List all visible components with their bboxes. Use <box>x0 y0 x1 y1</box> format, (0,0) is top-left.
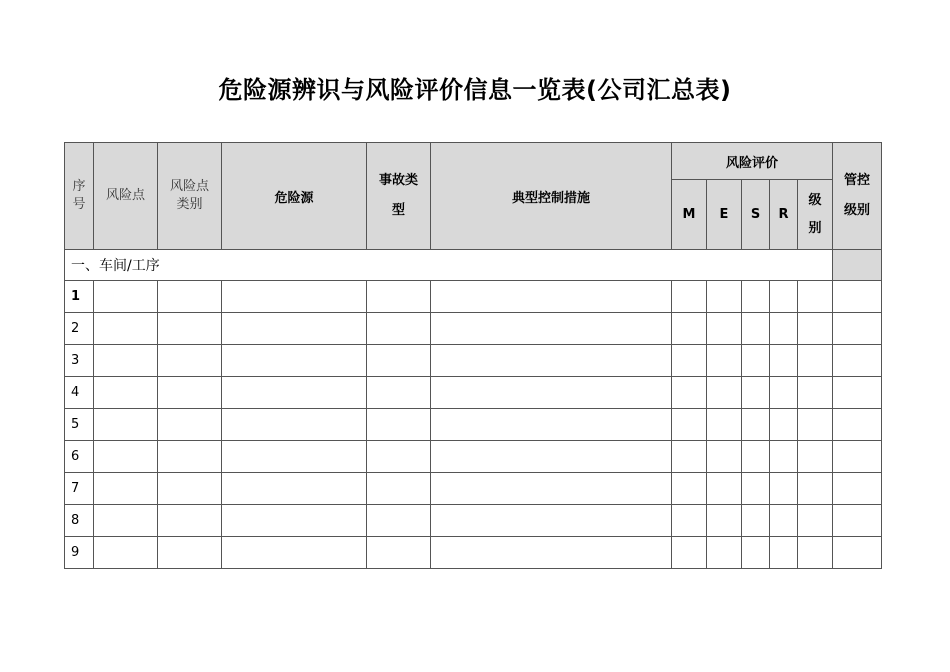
cell-m <box>672 473 707 505</box>
cell-s <box>742 505 770 537</box>
header-accident-type-line1: 事故类 <box>378 173 418 188</box>
cell-seq: 4 <box>65 377 94 409</box>
cell-accident-type <box>367 537 431 569</box>
cell-r <box>770 537 798 569</box>
cell-seq: 3 <box>65 345 94 377</box>
cell-hazard <box>222 281 367 313</box>
cell-s <box>742 281 770 313</box>
cell-level <box>798 377 833 409</box>
header-seq-line1: 序 <box>72 179 86 194</box>
cell-r <box>770 345 798 377</box>
header-risk-point-type-line2: 类别 <box>176 197 203 212</box>
cell-control-level <box>833 281 882 313</box>
cell-seq: 2 <box>65 313 94 345</box>
cell-e <box>707 377 742 409</box>
cell-accident-type <box>367 377 431 409</box>
cell-hazard <box>222 537 367 569</box>
cell-risk-point <box>94 441 158 473</box>
header-s: S <box>742 180 770 250</box>
header-e: E <box>707 180 742 250</box>
header-risk-eval: 风险评价 <box>672 143 833 180</box>
cell-control-measures <box>431 441 672 473</box>
cell-e <box>707 345 742 377</box>
cell-seq: 9 <box>65 537 94 569</box>
cell-e <box>707 537 742 569</box>
cell-level <box>798 345 833 377</box>
cell-risk-point <box>94 377 158 409</box>
cell-accident-type <box>367 409 431 441</box>
table-row <box>65 409 882 441</box>
cell-risk-point-type <box>158 473 222 505</box>
header-risk-point-type-line1: 风险点 <box>169 179 209 194</box>
cell-e <box>707 473 742 505</box>
cell-s <box>742 345 770 377</box>
cell-control-level <box>833 377 882 409</box>
cell-risk-point-type <box>158 377 222 409</box>
cell-control-measures <box>431 345 672 377</box>
cell-control-measures <box>431 281 672 313</box>
cell-level <box>798 505 833 537</box>
cell-hazard <box>222 505 367 537</box>
cell-risk-point-type <box>158 409 222 441</box>
section-label: 一、车间/工序 <box>65 250 833 281</box>
cell-control-level <box>833 409 882 441</box>
cell-risk-point <box>94 345 158 377</box>
cell-r <box>770 377 798 409</box>
cell-r <box>770 441 798 473</box>
cell-seq: 7 <box>65 473 94 505</box>
cell-r <box>770 313 798 345</box>
table-row <box>65 473 882 505</box>
header-control-level-line1: 管控 <box>843 173 870 188</box>
header-level <box>798 180 833 250</box>
cell-control-measures <box>431 473 672 505</box>
table-row <box>65 313 882 345</box>
cell-seq: 6 <box>65 441 94 473</box>
cell-risk-point-type <box>158 313 222 345</box>
cell-e <box>707 313 742 345</box>
header-control-measures: 典型控制措施 <box>431 143 672 250</box>
cell-risk-point-type <box>158 345 222 377</box>
cell-accident-type <box>367 505 431 537</box>
header-risk-point-type <box>158 143 222 250</box>
table-row <box>65 505 882 537</box>
page-title: 危险源辨识与风险评价信息一览表(公司汇总表) <box>218 76 732 104</box>
header-seq-line2: 号 <box>72 197 86 212</box>
cell-s <box>742 377 770 409</box>
cell-s <box>742 473 770 505</box>
header-risk-point: 风险点 <box>94 143 158 250</box>
cell-m <box>672 377 707 409</box>
cell-s <box>742 441 770 473</box>
cell-r <box>770 473 798 505</box>
cell-control-measures <box>431 537 672 569</box>
header-r: R <box>770 180 798 250</box>
cell-hazard <box>222 377 367 409</box>
cell-control-level <box>833 441 882 473</box>
header-accident-type <box>367 143 431 250</box>
header-hazard: 危险源 <box>222 143 367 250</box>
cell-control-measures <box>431 377 672 409</box>
cell-m <box>672 505 707 537</box>
cell-risk-point <box>94 313 158 345</box>
cell-level <box>798 313 833 345</box>
cell-seq: 8 <box>65 505 94 537</box>
cell-hazard <box>222 473 367 505</box>
cell-risk-point-type <box>158 281 222 313</box>
cell-risk-point-type <box>158 441 222 473</box>
cell-r <box>770 281 798 313</box>
cell-s <box>742 537 770 569</box>
cell-level <box>798 281 833 313</box>
table-row <box>65 345 882 377</box>
cell-s <box>742 409 770 441</box>
cell-control-level <box>833 473 882 505</box>
cell-level <box>798 441 833 473</box>
cell-r <box>770 409 798 441</box>
cell-e <box>707 441 742 473</box>
table-row <box>65 537 882 569</box>
cell-risk-point-type <box>158 537 222 569</box>
cell-accident-type <box>367 441 431 473</box>
header-control-level <box>833 143 882 250</box>
cell-control-measures <box>431 313 672 345</box>
cell-risk-point <box>94 537 158 569</box>
section-shade-cell <box>833 250 882 281</box>
header-accident-type-line2: 型 <box>391 203 405 218</box>
cell-risk-point-type <box>158 505 222 537</box>
cell-control-level <box>833 345 882 377</box>
cell-accident-type <box>367 345 431 377</box>
header-control-level-line2: 级别 <box>843 203 870 218</box>
cell-risk-point <box>94 281 158 313</box>
cell-e <box>707 505 742 537</box>
cell-m <box>672 537 707 569</box>
cell-control-measures <box>431 409 672 441</box>
cell-m <box>672 441 707 473</box>
cell-hazard <box>222 409 367 441</box>
cell-m <box>672 313 707 345</box>
cell-e <box>707 409 742 441</box>
cell-e <box>707 281 742 313</box>
cell-s <box>742 313 770 345</box>
cell-accident-type <box>367 281 431 313</box>
table-row <box>65 377 882 409</box>
cell-hazard <box>222 345 367 377</box>
cell-hazard <box>222 441 367 473</box>
cell-m <box>672 409 707 441</box>
cell-risk-point <box>94 409 158 441</box>
cell-r <box>770 505 798 537</box>
header-seq <box>65 143 94 250</box>
cell-accident-type <box>367 473 431 505</box>
cell-control-measures <box>431 505 672 537</box>
cell-control-level <box>833 313 882 345</box>
table-row <box>65 441 882 473</box>
cell-accident-type <box>367 313 431 345</box>
risk-table <box>64 142 882 569</box>
table-row <box>65 281 882 313</box>
cell-m <box>672 345 707 377</box>
cell-level <box>798 537 833 569</box>
header-m: M <box>672 180 707 250</box>
cell-m <box>672 281 707 313</box>
cell-hazard <box>222 313 367 345</box>
cell-control-level <box>833 537 882 569</box>
cell-level <box>798 473 833 505</box>
cell-risk-point <box>94 505 158 537</box>
cell-seq: 1 <box>65 281 94 313</box>
header-level-line1: 级 <box>808 192 822 208</box>
cell-level <box>798 409 833 441</box>
header-level-line2: 别 <box>808 220 822 236</box>
cell-seq: 5 <box>65 409 94 441</box>
cell-risk-point <box>94 473 158 505</box>
cell-control-level <box>833 505 882 537</box>
